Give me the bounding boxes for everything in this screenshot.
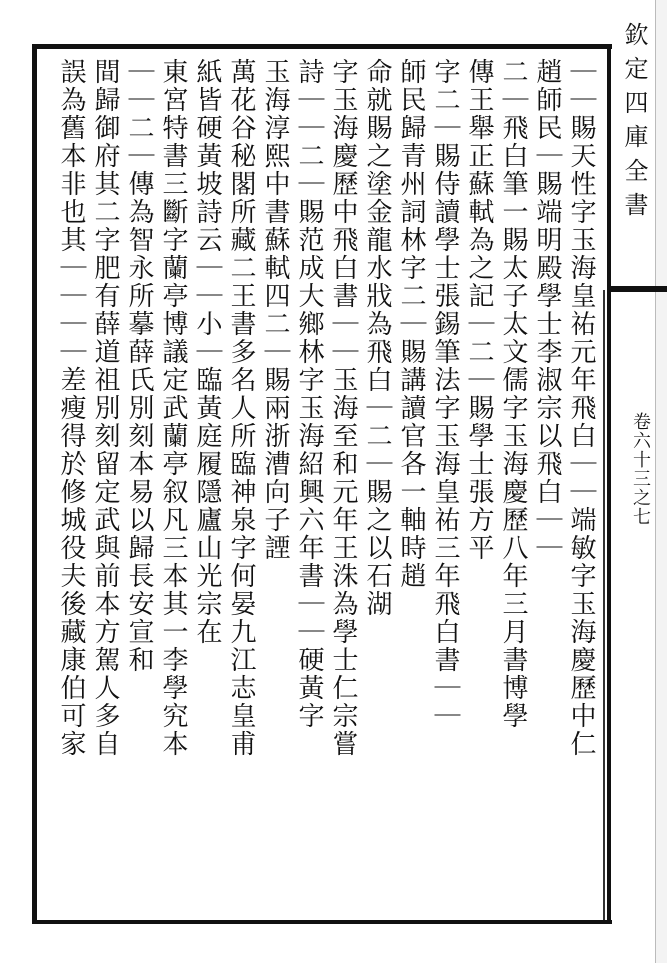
text-column: 師民歸青州詞林字二｜賜講讀官各一軸時趙: [396, 58, 426, 590]
fishtail-notch: [611, 286, 667, 292]
page-border-right: [607, 44, 611, 924]
text-column: 誤為舊本非也其｜｜｜｜差瘦得於修城役夫後藏康伯可家: [56, 58, 86, 758]
text-column: 玉海淳熙中書蘇軾四二｜賜兩浙漕向子諲: [260, 58, 290, 562]
adjacent-page-edge: [655, 0, 667, 963]
text-column: 詩｜｜二｜賜范成大鄉林字玉海紹興六年書｜｜硬黃字: [294, 58, 324, 730]
text-column: 二｜飛白筆一賜太子太文儒字玉海慶歷八年三月書博學: [498, 58, 528, 730]
text-column: 間歸御府其二字肥有薛道祖別刻留定武與前本方駕人多自: [90, 58, 120, 758]
page-border-bottom: [32, 920, 612, 924]
text-column: ｜｜賜天性字玉海皇祐元年飛白｜｜端敏字玉海慶歷中仁: [566, 58, 596, 758]
text-column: 字玉海慶歷中飛白書｜｜玉海至和元年王洙為學士仁宗嘗: [328, 58, 358, 758]
page-border-left: [32, 44, 37, 924]
text-column: 趙師民｜賜端明殿學士李淑宗以飛白｜｜: [532, 58, 562, 562]
text-column: 東宮特書三斷字蘭亭博議定武蘭亭叙凡三本其一李學究本: [158, 58, 188, 758]
text-column: 命就賜之塗金龍水戕為飛白｜二｜賜之以石湖: [362, 58, 392, 618]
page-border-inner-right: [603, 290, 605, 920]
text-column: 字二｜賜侍讀學士張錫筆法字玉海皇祐三年飛白書｜｜: [430, 58, 460, 730]
volume-marker: 卷六十三之七: [630, 412, 651, 526]
text-column: 傳王舉正蘇軾為之記｜二｜賜學士張方平: [464, 58, 494, 562]
page-border-top: [32, 44, 612, 49]
text-column: 萬花谷秘閣所藏二王書多名人所臨神泉字何晏九江志皇甫: [226, 58, 256, 758]
text-column: 紙皆硬黃坡詩云｜｜小｜臨黃庭履隱廬山光宗在: [192, 58, 222, 646]
book-title: 欽定四庫全書: [620, 22, 648, 226]
text-column: ｜｜二｜傳為智永所摹薛氏別刻本易以歸長安宣和: [124, 58, 154, 674]
